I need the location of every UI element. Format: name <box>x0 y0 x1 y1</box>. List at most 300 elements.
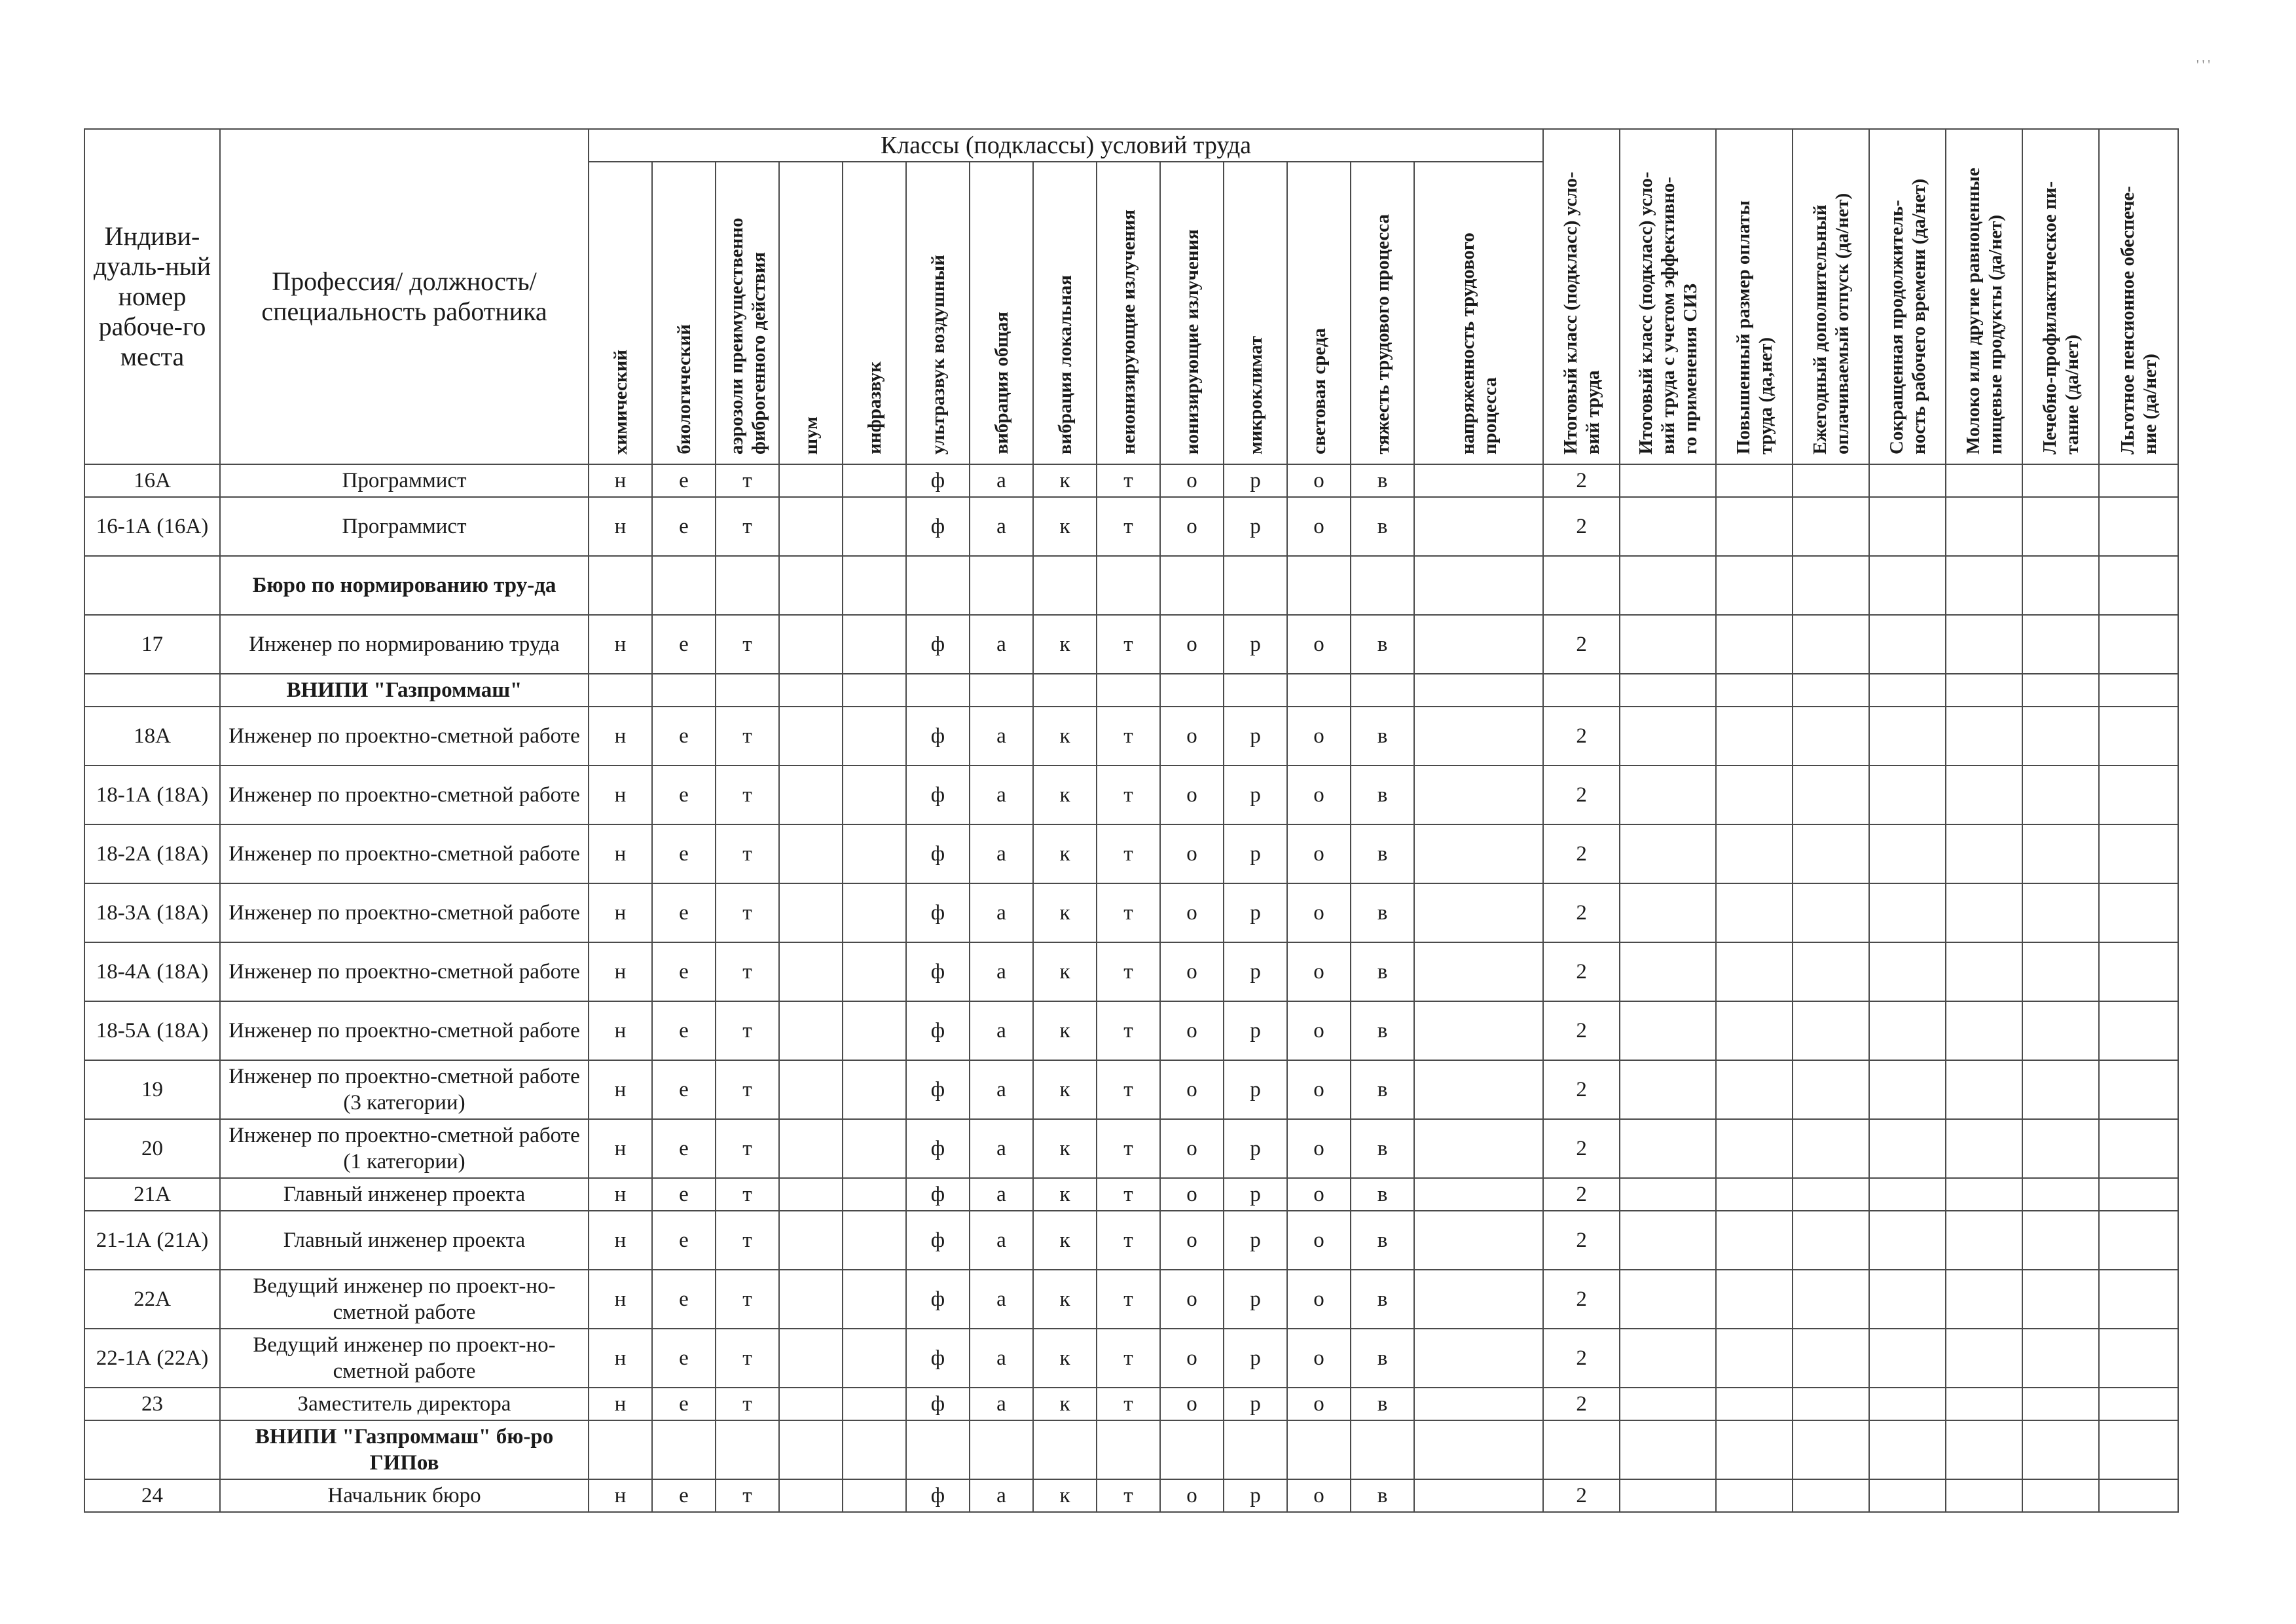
factor-cell: к <box>1033 1178 1097 1211</box>
extra-cell <box>2099 674 2178 707</box>
extra-cell <box>1716 1388 1793 1420</box>
col-header-therapeutic-food: Лечебно-профилактическое пи-тание (да/нет) <box>2022 129 2099 464</box>
factor-cell: в <box>1351 1479 1414 1512</box>
factor-cell: е <box>652 1270 716 1329</box>
extra-cell <box>1793 1388 1869 1420</box>
factor-cell: е <box>652 707 716 766</box>
factor-cell <box>843 1060 906 1119</box>
factor-cell: р <box>1224 1178 1287 1211</box>
extra-cell <box>2099 1388 2178 1420</box>
factor-cell: н <box>589 1001 652 1060</box>
extra-cell <box>1716 766 1793 824</box>
profession: Инженер по нормированию труда <box>220 615 589 674</box>
extra-cell <box>1793 707 1869 766</box>
factor-cell: к <box>1033 766 1097 824</box>
extra-cell <box>1793 1270 1869 1329</box>
factor-cell: р <box>1224 1388 1287 1420</box>
factor-cell <box>716 1420 779 1479</box>
col-header-factor: неионизирующие излучения <box>1097 162 1160 464</box>
factor-cell: о <box>1287 824 1351 883</box>
factor-cell: о <box>1287 497 1351 556</box>
factor-cell: р <box>1224 1329 1287 1388</box>
extra-cell <box>1946 674 2022 707</box>
factor-cell: н <box>589 1119 652 1178</box>
total-class: 2 <box>1543 1211 1620 1270</box>
factor-cell <box>779 707 843 766</box>
extra-cell <box>1716 883 1793 942</box>
extra-cell <box>1869 824 1946 883</box>
extra-cell <box>1716 615 1793 674</box>
extra-cell <box>1869 1178 1946 1211</box>
factor-cell <box>1414 942 1543 1001</box>
factor-cell <box>1224 556 1287 615</box>
workplace-number: 21А <box>84 1178 220 1211</box>
extra-cell <box>2022 766 2099 824</box>
extra-cell <box>1620 556 1716 615</box>
factor-cell: о <box>1160 1119 1224 1178</box>
workplace-number: 16А <box>84 464 220 497</box>
extra-cell <box>2022 707 2099 766</box>
factor-cell: о <box>1287 615 1351 674</box>
factor-cell: а <box>970 464 1033 497</box>
factor-cell: в <box>1351 766 1414 824</box>
extra-cell <box>1716 464 1793 497</box>
factor-cell <box>779 1388 843 1420</box>
factor-cell: о <box>1160 1211 1224 1270</box>
factor-cell <box>779 1060 843 1119</box>
factor-cell <box>843 883 906 942</box>
extra-cell <box>2099 707 2178 766</box>
col-header-factor: биологический <box>652 162 716 464</box>
factor-cell: е <box>652 1211 716 1270</box>
factor-cell: р <box>1224 1001 1287 1060</box>
extra-cell <box>2099 1178 2178 1211</box>
factor-cell: н <box>589 497 652 556</box>
total-class: 2 <box>1543 1270 1620 1329</box>
extra-cell <box>2099 1060 2178 1119</box>
factor-cell: в <box>1351 707 1414 766</box>
factor-cell: в <box>1351 942 1414 1001</box>
profession: Инженер по проектно-сметной работе <box>220 824 589 883</box>
extra-cell <box>1716 942 1793 1001</box>
factor-cell <box>1160 1420 1224 1479</box>
extra-cell <box>1793 556 1869 615</box>
factor-cell <box>1414 1479 1543 1512</box>
profession: Заместитель директора <box>220 1388 589 1420</box>
factor-cell: т <box>716 707 779 766</box>
factor-cell: т <box>716 766 779 824</box>
factor-cell: а <box>970 707 1033 766</box>
factor-cell <box>843 942 906 1001</box>
col-header-factor: ультразвук воздушный <box>906 162 970 464</box>
factor-cell: т <box>716 824 779 883</box>
total-class: 2 <box>1543 707 1620 766</box>
factor-cell: р <box>1224 883 1287 942</box>
profession: Главный инженер проекта <box>220 1178 589 1211</box>
extra-cell <box>2099 1420 2178 1479</box>
factor-cell: о <box>1287 464 1351 497</box>
extra-cell <box>1716 1479 1793 1512</box>
total-class: 2 <box>1543 1388 1620 1420</box>
extra-cell <box>1869 766 1946 824</box>
factor-cell: о <box>1160 1178 1224 1211</box>
col-header-factor: напряженность трудового процесса <box>1414 162 1543 464</box>
factor-cell: о <box>1287 1001 1351 1060</box>
factor-cell: р <box>1224 707 1287 766</box>
factor-cell <box>843 1329 906 1388</box>
profession: Инженер по проектно-сметной работе (1 категории) <box>220 1119 589 1178</box>
factor-cell <box>1414 766 1543 824</box>
factor-cell: т <box>716 1119 779 1178</box>
workplace-number: 20 <box>84 1119 220 1178</box>
factor-cell: т <box>716 615 779 674</box>
table-row <box>84 1329 2178 1388</box>
extra-cell <box>2022 1270 2099 1329</box>
factor-cell <box>1414 1420 1543 1479</box>
factor-cell: т <box>716 1329 779 1388</box>
factor-cell: н <box>589 1178 652 1211</box>
factor-cell: ф <box>906 883 970 942</box>
section-title: ВНИПИ "Газпроммаш" бю-ро ГИПов <box>220 1420 589 1479</box>
factor-cell <box>1414 824 1543 883</box>
factor-cell <box>779 883 843 942</box>
factor-cell: к <box>1033 1211 1097 1270</box>
factor-cell <box>1160 674 1224 707</box>
factor-cell: р <box>1224 1060 1287 1119</box>
workplace-number: 18А <box>84 707 220 766</box>
factor-cell: р <box>1224 497 1287 556</box>
extra-cell <box>1793 1119 1869 1178</box>
factor-cell: о <box>1160 464 1224 497</box>
extra-cell <box>2099 1329 2178 1388</box>
factor-cell: е <box>652 1329 716 1388</box>
workplace-number: 24 <box>84 1479 220 1512</box>
factor-cell: к <box>1033 942 1097 1001</box>
table-row <box>84 1060 2178 1119</box>
factor-cell: н <box>589 883 652 942</box>
section-row <box>84 1420 2178 1479</box>
factor-cell: е <box>652 942 716 1001</box>
profession: Ведущий инженер по проект-но-сметной работе <box>220 1329 589 1388</box>
factor-cell: о <box>1287 707 1351 766</box>
factor-cell <box>1414 1329 1543 1388</box>
extra-cell <box>2099 1479 2178 1512</box>
factor-cell: в <box>1351 883 1414 942</box>
extra-cell <box>2099 766 2178 824</box>
extra-cell <box>1793 464 1869 497</box>
extra-cell <box>1620 707 1716 766</box>
factor-cell <box>843 1420 906 1479</box>
col-header-factor: шум <box>779 162 843 464</box>
factor-cell: е <box>652 824 716 883</box>
factor-cell: т <box>716 497 779 556</box>
factor-cell <box>970 674 1033 707</box>
factor-cell <box>1097 556 1160 615</box>
extra-cell <box>1716 1270 1793 1329</box>
factor-cell: н <box>589 1270 652 1329</box>
factor-cell: т <box>1097 1119 1160 1178</box>
factor-cell: к <box>1033 1270 1097 1329</box>
workplace-number <box>84 1420 220 1479</box>
extra-cell <box>2022 942 2099 1001</box>
factor-cell: н <box>589 615 652 674</box>
extra-cell <box>1620 1001 1716 1060</box>
total-class: 2 <box>1543 1329 1620 1388</box>
table-row <box>84 1388 2178 1420</box>
factor-cell: т <box>1097 1060 1160 1119</box>
factor-cell: т <box>1097 883 1160 942</box>
factor-cell <box>843 464 906 497</box>
total-class: 2 <box>1543 615 1620 674</box>
factor-cell: о <box>1160 1060 1224 1119</box>
factor-cell: р <box>1224 1270 1287 1329</box>
extra-cell <box>1869 615 1946 674</box>
extra-cell <box>1620 1178 1716 1211</box>
extra-cell <box>1946 1270 2022 1329</box>
factor-cell <box>1414 497 1543 556</box>
factor-cell: н <box>589 1060 652 1119</box>
col-header-reduced-hours: Сокращенная продолжитель-ность рабочего времени (да/нет) <box>1869 129 1946 464</box>
total-class <box>1543 674 1620 707</box>
extra-cell <box>1620 824 1716 883</box>
section-row <box>84 674 2178 707</box>
extra-cell <box>2099 824 2178 883</box>
factor-cell: о <box>1287 1178 1351 1211</box>
profession: Инженер по проектно-сметной работе <box>220 942 589 1001</box>
total-class: 2 <box>1543 497 1620 556</box>
factor-cell: к <box>1033 1119 1097 1178</box>
factor-cell <box>906 556 970 615</box>
factor-cell <box>1414 1270 1543 1329</box>
factor-cell: т <box>1097 1479 1160 1512</box>
extra-cell <box>1946 1388 2022 1420</box>
col-header-factor: вибрация локальная <box>1033 162 1097 464</box>
factor-cell: о <box>1160 766 1224 824</box>
factor-cell: о <box>1287 942 1351 1001</box>
factor-cell <box>1351 556 1414 615</box>
extra-cell <box>1620 1211 1716 1270</box>
profession: Инженер по проектно-сметной работе <box>220 707 589 766</box>
extra-cell <box>2099 615 2178 674</box>
factor-cell <box>779 556 843 615</box>
factor-cell <box>1414 674 1543 707</box>
factor-cell: а <box>970 1119 1033 1178</box>
factor-cell: а <box>970 1060 1033 1119</box>
factor-cell: т <box>716 1388 779 1420</box>
total-class: 2 <box>1543 766 1620 824</box>
factor-cell: о <box>1287 766 1351 824</box>
extra-cell <box>2022 1178 2099 1211</box>
factor-cell <box>779 1001 843 1060</box>
factor-cell: н <box>589 1479 652 1512</box>
extra-cell <box>1793 1329 1869 1388</box>
total-class: 2 <box>1543 1178 1620 1211</box>
factor-cell: н <box>589 766 652 824</box>
extra-cell <box>2099 1211 2178 1270</box>
col-header-factor: аэрозоли преимущественно фиброгенного действия <box>716 162 779 464</box>
extra-cell <box>1620 497 1716 556</box>
factor-cell: а <box>970 1329 1033 1388</box>
factor-cell: р <box>1224 942 1287 1001</box>
extra-cell <box>1946 824 2022 883</box>
factor-cell <box>716 556 779 615</box>
extra-cell <box>1793 942 1869 1001</box>
factor-cell <box>1160 556 1224 615</box>
extra-cell <box>1620 1060 1716 1119</box>
extra-cell <box>1869 707 1946 766</box>
factor-cell: ф <box>906 1060 970 1119</box>
factor-cell: к <box>1033 1479 1097 1512</box>
factor-cell: н <box>589 942 652 1001</box>
section-title: ВНИПИ "Газпроммаш" <box>220 674 589 707</box>
table-row <box>84 1119 2178 1178</box>
factor-cell: к <box>1033 615 1097 674</box>
factor-cell <box>779 464 843 497</box>
extra-cell <box>1869 464 1946 497</box>
factor-cell <box>779 1329 843 1388</box>
extra-cell <box>1793 766 1869 824</box>
factor-cell: а <box>970 1001 1033 1060</box>
extra-cell <box>1946 497 2022 556</box>
factor-cell <box>652 674 716 707</box>
extra-cell <box>1946 1329 2022 1388</box>
factor-cell: о <box>1160 707 1224 766</box>
extra-cell <box>2099 883 2178 942</box>
factor-cell: ф <box>906 824 970 883</box>
factor-cell: т <box>1097 615 1160 674</box>
extra-cell <box>1946 1479 2022 1512</box>
factor-cell <box>779 1178 843 1211</box>
col-header-factor: микроклимат <box>1224 162 1287 464</box>
col-header-factor: тяжесть трудового процесса <box>1351 162 1414 464</box>
factor-cell <box>843 615 906 674</box>
extra-cell <box>1620 1119 1716 1178</box>
factor-cell: к <box>1033 1060 1097 1119</box>
table-row <box>84 1270 2178 1329</box>
factor-cell <box>1414 1001 1543 1060</box>
factor-cell <box>779 942 843 1001</box>
workplace-number: 22А <box>84 1270 220 1329</box>
extra-cell <box>1946 707 2022 766</box>
profession: Инженер по проектно-сметной работе <box>220 766 589 824</box>
extra-cell <box>1793 1178 1869 1211</box>
factor-cell: т <box>1097 1388 1160 1420</box>
extra-cell <box>1869 1001 1946 1060</box>
extra-cell <box>1793 1060 1869 1119</box>
factor-cell: а <box>970 824 1033 883</box>
factor-cell: н <box>589 464 652 497</box>
extra-cell <box>2099 497 2178 556</box>
factor-cell: ф <box>906 1119 970 1178</box>
profession: Начальник бюро <box>220 1479 589 1512</box>
factor-cell <box>779 1270 843 1329</box>
factor-cell: е <box>652 766 716 824</box>
col-header-factor: инфразвук <box>843 162 906 464</box>
extra-cell <box>2022 464 2099 497</box>
extra-cell <box>2022 1329 2099 1388</box>
factor-cell <box>779 824 843 883</box>
extra-cell <box>2022 497 2099 556</box>
factor-cell <box>1033 1420 1097 1479</box>
factor-cell: т <box>1097 1211 1160 1270</box>
extra-cell <box>1793 1001 1869 1060</box>
factor-cell: т <box>716 1211 779 1270</box>
extra-cell <box>1620 615 1716 674</box>
factor-cell <box>1097 674 1160 707</box>
factor-cell: о <box>1160 824 1224 883</box>
factor-cell: р <box>1224 1119 1287 1178</box>
factor-cell: ф <box>906 615 970 674</box>
workplace-number: 16-1А (16А) <box>84 497 220 556</box>
workplace-number: 17 <box>84 615 220 674</box>
factor-cell <box>1351 1420 1414 1479</box>
total-class: 2 <box>1543 464 1620 497</box>
factor-cell <box>843 1479 906 1512</box>
factor-cell: о <box>1160 1388 1224 1420</box>
factor-cell: к <box>1033 707 1097 766</box>
extra-cell <box>1946 1211 2022 1270</box>
extra-cell <box>1620 1329 1716 1388</box>
factor-cell: о <box>1160 1001 1224 1060</box>
workplace-number <box>84 674 220 707</box>
extra-cell <box>1620 883 1716 942</box>
factor-cell <box>1033 556 1097 615</box>
extra-cell <box>1716 1060 1793 1119</box>
extra-cell <box>1716 1178 1793 1211</box>
total-class: 2 <box>1543 1119 1620 1178</box>
factor-cell <box>589 1420 652 1479</box>
factor-cell: к <box>1033 1388 1097 1420</box>
factor-cell: в <box>1351 1119 1414 1178</box>
factor-cell <box>843 1001 906 1060</box>
extra-cell <box>1946 942 2022 1001</box>
factor-cell: о <box>1287 1479 1351 1512</box>
factor-cell <box>779 674 843 707</box>
extra-cell <box>2022 1001 2099 1060</box>
factor-cell: о <box>1160 1329 1224 1388</box>
factor-cell: т <box>1097 464 1160 497</box>
extra-cell <box>2022 1211 2099 1270</box>
factor-cell: в <box>1351 1060 1414 1119</box>
profession: Программист <box>220 497 589 556</box>
factor-cell: а <box>970 1211 1033 1270</box>
table-row <box>84 707 2178 766</box>
extra-cell <box>1869 942 1946 1001</box>
factor-cell: р <box>1224 1211 1287 1270</box>
table-row <box>84 1178 2178 1211</box>
total-class: 2 <box>1543 942 1620 1001</box>
extra-cell <box>1620 464 1716 497</box>
factor-cell: о <box>1287 1060 1351 1119</box>
profession: Ведущий инженер по проект-но-сметной работе <box>220 1270 589 1329</box>
factor-cell <box>906 1420 970 1479</box>
factor-cell: в <box>1351 1178 1414 1211</box>
factor-cell: к <box>1033 883 1097 942</box>
factor-cell <box>843 556 906 615</box>
extra-cell <box>2022 824 2099 883</box>
workplace-number: 23 <box>84 1388 220 1420</box>
extra-cell <box>1946 883 2022 942</box>
extra-cell <box>2022 883 2099 942</box>
extra-cell <box>1946 766 2022 824</box>
workplace-number <box>84 556 220 615</box>
profession: Инженер по проектно-сметной работе <box>220 1001 589 1060</box>
factor-cell: ф <box>906 1001 970 1060</box>
extra-cell <box>1869 1060 1946 1119</box>
factor-cell: т <box>1097 824 1160 883</box>
factor-cell: а <box>970 883 1033 942</box>
factor-cell: е <box>652 1119 716 1178</box>
